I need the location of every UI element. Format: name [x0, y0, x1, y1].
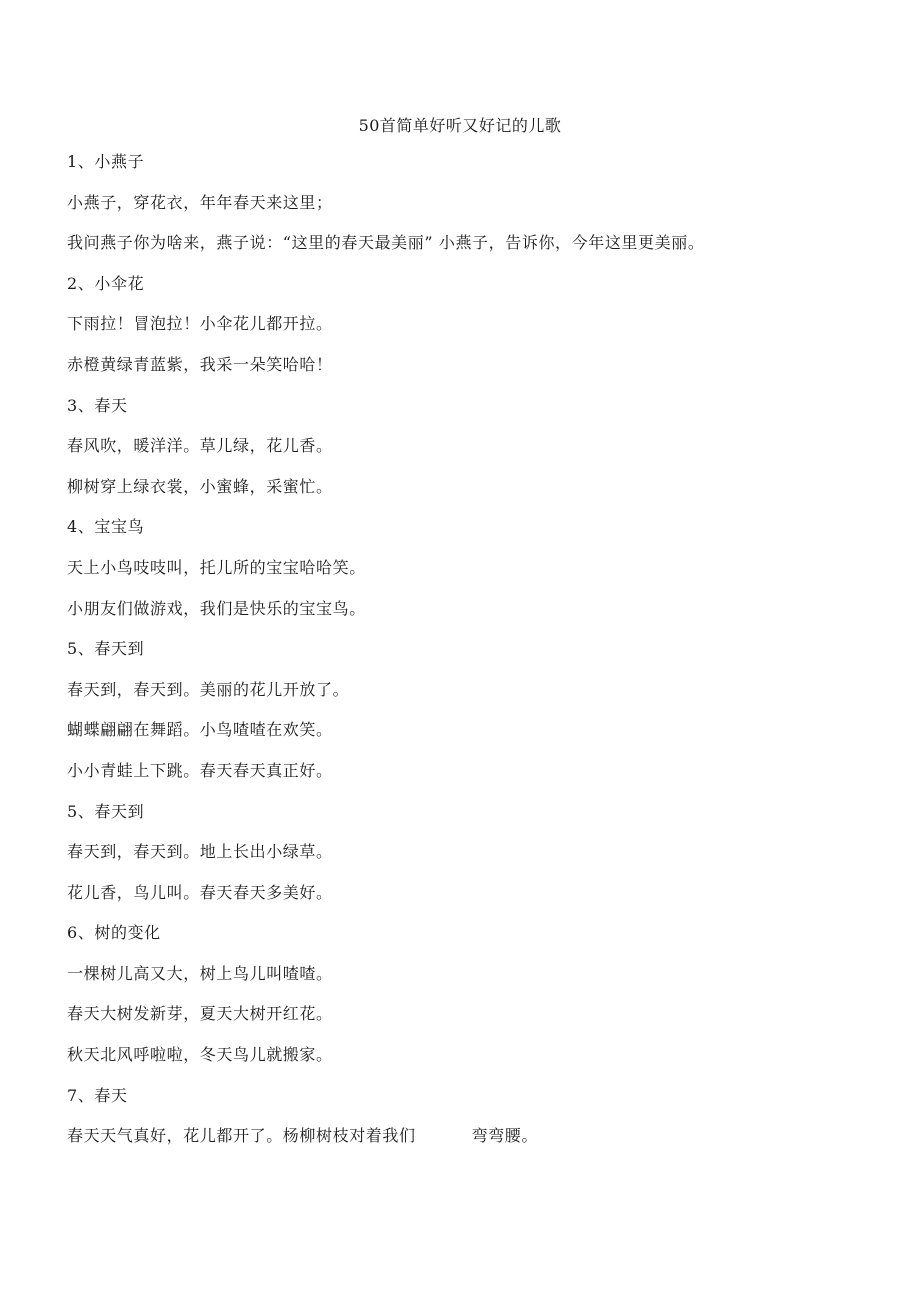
- section-heading: 3、春天: [67, 395, 128, 415]
- section-heading: 5、春天到: [67, 801, 145, 821]
- lyric-line: 我问燕子你为啥来，燕子说：“这里的春天最美丽” 小燕子，告诉你，今年这里更美丽。: [67, 233, 705, 253]
- lyric-line: 春天到，春天到。美丽的花儿开放了。: [67, 679, 350, 699]
- lyric-line: 天上小鸟吱吱叫，托儿所的宝宝哈哈笑。: [67, 557, 366, 577]
- lyric-line: 下雨拉！冒泡拉！小伞花儿都开拉。: [67, 314, 333, 334]
- section-heading: 5、春天到: [67, 639, 145, 659]
- lyric-line: 小朋友们做游戏，我们是快乐的宝宝鸟。: [67, 598, 366, 618]
- section-heading: 7、春天: [67, 1085, 128, 1105]
- lyric-line: 春风吹，暖洋洋。草儿绿，花儿香。: [67, 436, 333, 456]
- lyric-line: 花儿香，鸟儿叫。春天春天多美好。: [67, 882, 333, 902]
- lyric-line-last: [67, 1126, 907, 1146]
- section-heading: 1、小燕子: [67, 152, 145, 171]
- section-heading: 6、树的变化: [67, 923, 161, 943]
- lyric-line: 小小青蛙上下跳。春天春天真正好。: [67, 760, 333, 780]
- lyric-line-part1: 春天天气真好，花儿都开了。杨柳树枝对着我们: [67, 1126, 416, 1146]
- document-title: 50首简单好听又好记的儿歌: [358, 116, 562, 135]
- lyric-line: 小燕子，穿花衣，年年春天来这里；: [67, 192, 333, 212]
- lyric-line: 一棵树儿高又大，树上鸟儿叫喳喳。: [67, 963, 333, 983]
- lyric-line: 柳树穿上绿衣裳，小蜜蜂，采蜜忙。: [67, 476, 333, 496]
- section-heading: 2、小伞花: [67, 273, 145, 293]
- document-body: [67, 152, 907, 1167]
- lyric-line: 春天大树发新芽，夏天大树开红花。: [67, 1004, 333, 1024]
- lyric-line: 春天到，春天到。地上长出小绿草。: [67, 842, 333, 862]
- lyric-line: 蝴蝶翩翩在舞蹈。小鸟喳喳在欢笑。: [67, 720, 333, 740]
- lyric-line-part2: 弯弯腰。: [471, 1126, 539, 1146]
- section-heading: 4、宝宝鸟: [67, 517, 145, 537]
- lyric-line: 秋天北风呼啦啦，冬天鸟儿就搬家。: [67, 1045, 333, 1065]
- lyric-line: 赤橙黄绿青蓝紫，我采一朵笑哈哈！: [67, 354, 333, 374]
